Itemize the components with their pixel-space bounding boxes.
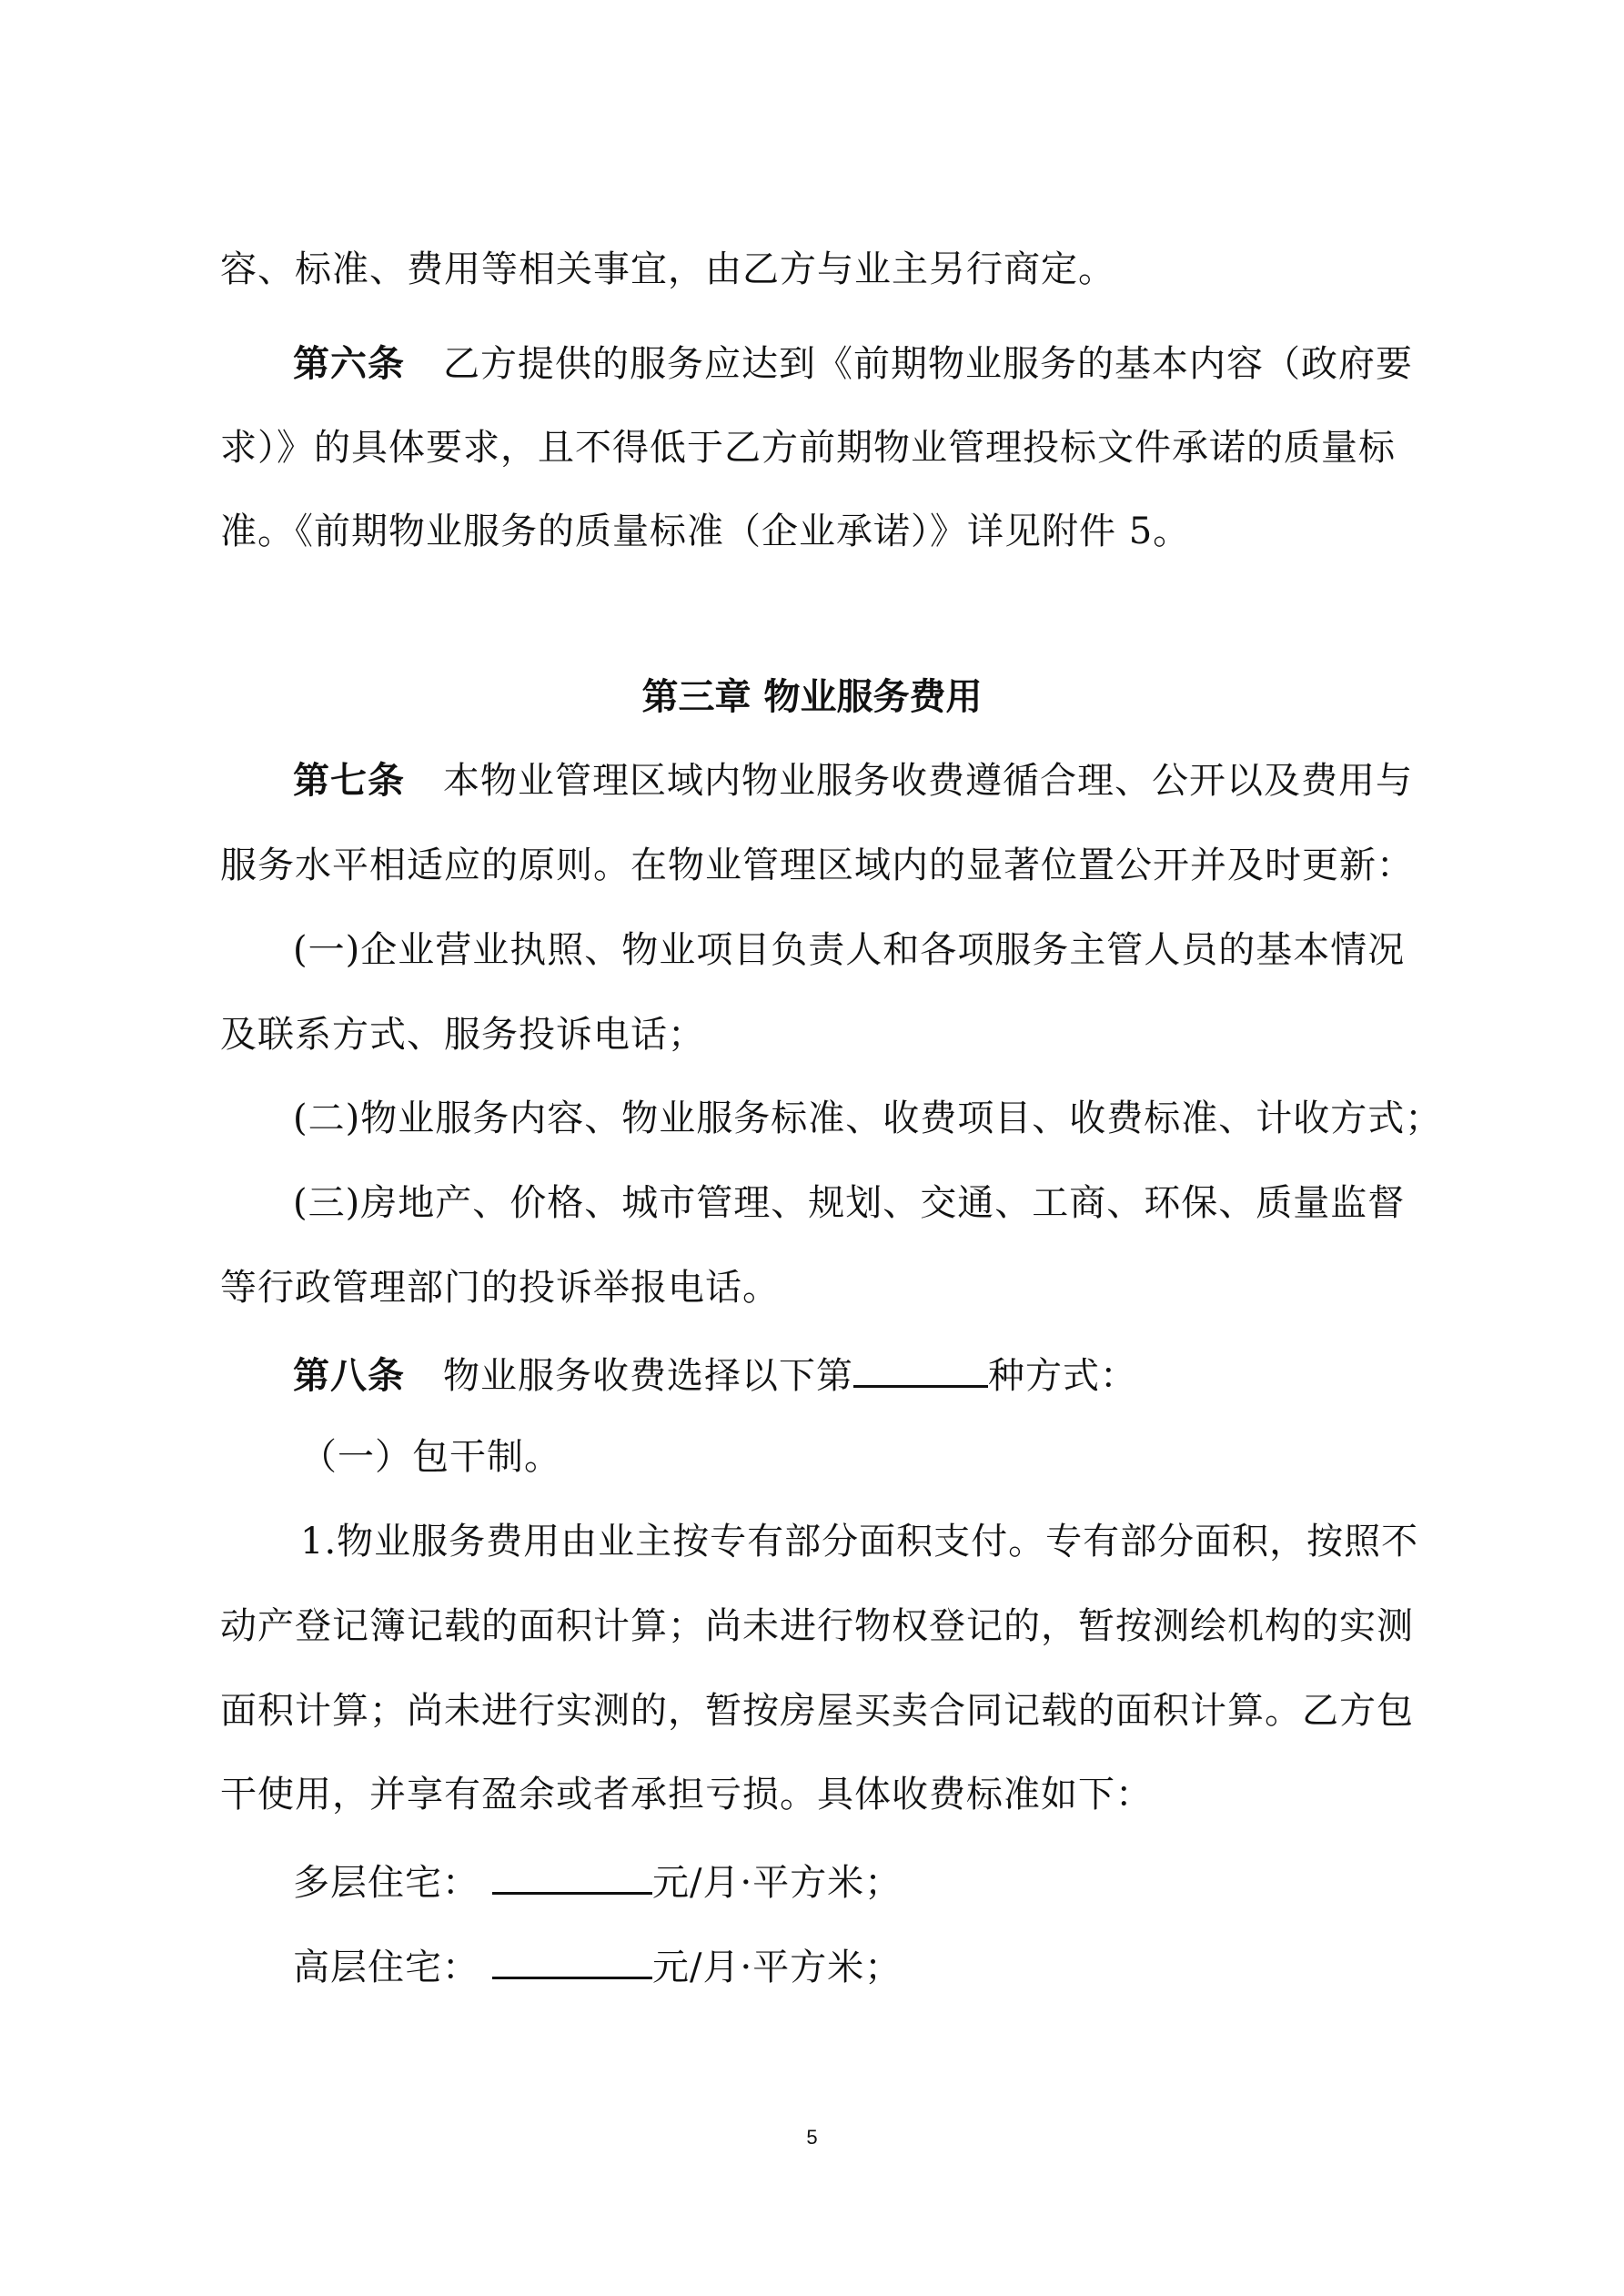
text-line-18: 干使用，并享有盈余或者承担亏损。具体收费标准如下：	[220, 1774, 1153, 1816]
article-8-line	[293, 1349, 1137, 1400]
text-line-8: (一)企业营业执照、物业项目负责人和各项服务主管人员的基本情况	[293, 929, 1406, 971]
article-6-text: 乙方提供的服务应达到《前期物业服务的基本内容（政府要	[443, 343, 1413, 385]
text-line-11: (三)房地产、价格、城市管理、规划、交通、工商、环保、质量监督	[293, 1182, 1406, 1224]
multi-story-label: 多层住宅：	[293, 1862, 479, 1904]
page-number: 5	[806, 2126, 818, 2149]
text-line-16: 动产登记簿记载的面积计算；尚未进行物权登记的，暂按测绘机构的实测	[220, 1605, 1414, 1647]
article-8-text-after: 种方式：	[988, 1355, 1137, 1397]
text-line-10: (二)物业服务内容、物业服务标准、收费项目、收费标准、计收方式；	[293, 1097, 1443, 1139]
high-rise-fee-line	[293, 1940, 902, 1991]
chapter-3-heading: 第三章 物业服务费用	[641, 676, 983, 718]
article-8-label: 第八条	[293, 1355, 405, 1397]
article-7-text: 本物业管理区域内物业服务收费遵循合理、公开以及费用与	[443, 760, 1413, 802]
text-line-1: 容、标准、费用等相关事宜，由乙方与业主另行商定。	[220, 248, 1115, 290]
multi-story-fee-blank	[492, 1856, 652, 1895]
text-line-14: （一）包干制。	[300, 1436, 561, 1478]
text-line-12: 等行政管理部门的投诉举报电话。	[220, 1267, 780, 1309]
high-rise-unit: 元/月·平方米；	[652, 1947, 903, 1988]
text-line-15: 1.物业服务费用由业主按专有部分面积支付。专有部分面积，按照不	[300, 1521, 1419, 1563]
text-line-17: 面积计算；尚未进行实测的，暂按房屋买卖合同记载的面积计算。乙方包	[220, 1690, 1414, 1732]
article-7-label: 第七条	[293, 760, 405, 802]
article-7-line	[293, 757, 1413, 804]
method-number-blank	[853, 1349, 988, 1388]
multi-story-unit: 元/月·平方米；	[652, 1862, 903, 1904]
multi-story-fee-line	[293, 1856, 902, 1907]
article-6-line	[293, 340, 1413, 388]
high-rise-fee-blank	[492, 1940, 652, 1979]
text-line-7: 服务水平相适应的原则。在物业管理区域内的显著位置公开并及时更新：	[220, 845, 1414, 886]
text-line-9: 及联系方式、服务投诉电话；	[220, 1014, 705, 1056]
high-rise-label: 高层住宅：	[293, 1947, 479, 1988]
article-8-text-before: 物业服务收费选择以下第	[443, 1355, 853, 1397]
article-6-label: 第六条	[293, 343, 405, 385]
text-line-4: 准。《前期物业服务的质量标准（企业承诺）》详见附件 5。	[220, 511, 1191, 552]
text-line-3: 求）》的具体要求，且不得低于乙方前期物业管理投标文件承诺的质量标	[220, 427, 1396, 469]
